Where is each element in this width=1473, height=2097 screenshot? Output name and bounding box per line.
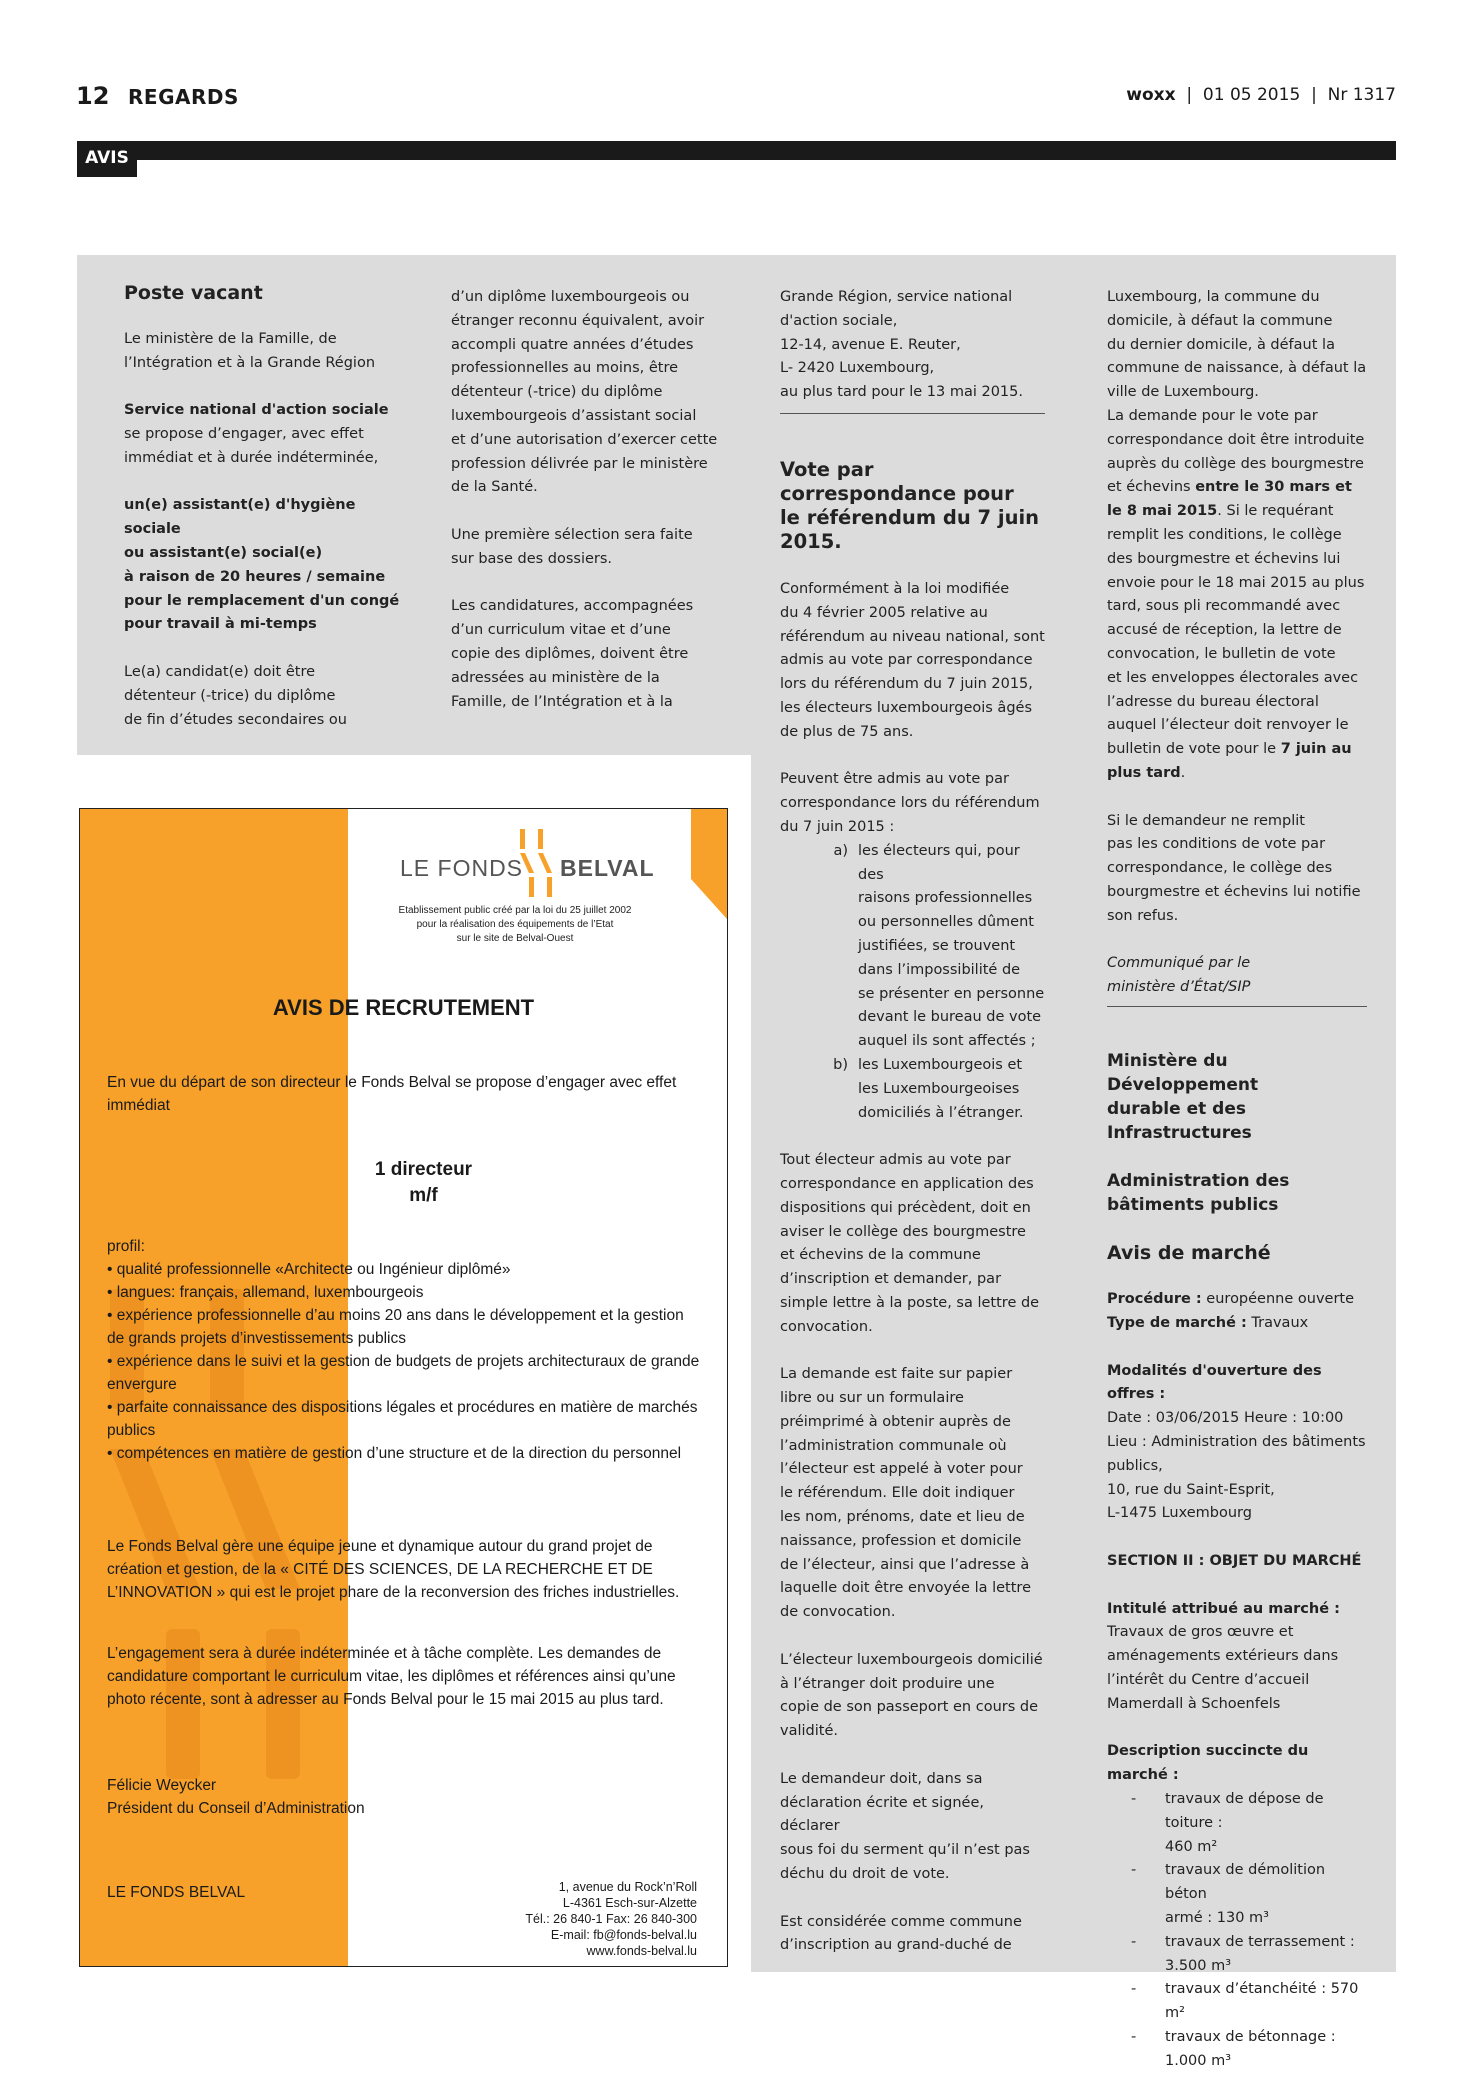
paragraph: Intitulé attribué au marché : Travaux de gros œuvre et aménagements extérieurs dans l’intérêt du Centre d’accueil Mamerdall à Schoenfels [1107,1600,1340,1712]
publication-name: woxx [1126,85,1176,105]
paragraph: Modalités d'ouverture des offres : Date : 03/06/2015 Heure : 10:00 Lieu : Administration des bâtiments publics, 10, rue du Saint-Esprit, L-1475 Luxembourg [1107,1362,1366,1522]
column-1 [124,282,414,756]
section-heading: SECTION II : OBJET DU MARCHÉ [1107,1553,1362,1570]
paragraph: Procédure : européenne ouverte Type de marché : Travaux [1107,1291,1355,1332]
paragraph: Grande Région, service national d'action sociale, 12-14, avenue E. Reuter, L- 2420 Luxembourg, au plus tard pour le 13 mai 2015. [780,289,1023,401]
divider [1107,1006,1367,1007]
profile-list: profil: • qualité professionnelle «Architecte ou Ingénieur diplômé» • langues: français, allemand, luxembourgeois • expérience professionnelle d’au moins 20 ans dans le développement et la gestion de grands projets d’investissements publics • expérience dans le suivi et la gestion de budgets de projets architecturaux de grande envergure • parfaite connaissance des dispositions légales et procédures en matière de marchés publics • compétences en matière de gestion d’une structure et de la direction du personnel [107,1238,700,1462]
communique-credit: Communiqué par le ministère d’État/SIP [1107,955,1251,996]
paragraph: Description succincte du marché : [1107,1743,1309,1784]
paragraph: Conformément à la loi modifiée du 4 février 2005 relative au référendum au niveau national, sont admis au vote par correspondance lors du référendum du 7 juin 2015, les électeurs luxembourgeois âgés de plus de 75 ans. [780,580,1045,740]
section-tag: AVIS [77,141,137,177]
column-4 [1107,286,1367,2097]
section-title: REGARDS [128,85,239,109]
issue-number: Nr 1317 [1327,85,1396,105]
list-item: a) les électeurs qui, pour des raisons professionnelles ou personnelles dûment justifiées, se trouvent dans l’impossibilité de se présenter en personne devant le bureau de vote auquel ils sont affectés ; [833,842,1045,1050]
position-title: 1 directeur m/f [374,1159,473,1206]
list [780,840,1045,1126]
paragraph: La demande est faite sur papier libre ou sur un formulaire préimprimé à obtenir auprès de l’administration communale où l’électeur est appelé à voter pour le référendum. Elle doit indiquer les nom, prénoms, date et lieu de naissance, profession et domicile de l’électeur, ainsi que l’adresse à laquelle doit être envoyée la lettre de convocation. [780,1366,1031,1621]
logo-text-left: LE FONDS [400,855,524,881]
list-item: b) les Luxembourgeois et les Luxembourgeoises domiciliés à l’étranger. [833,1056,1024,1121]
engagement-paragraph: L’engagement sera à durée indéterminée et à tâche complète. Les demandes de candidature comportant le curriculum vitae, les diplômes et références ainsi qu’une photo récente, sont à adresser au Fonds Belval pour le 15 mai 2015 au plus tard. [107,1645,676,1708]
team-paragraph: Le Fonds Belval gère une équipe jeune et dynamique autour du grand projet de création et gestion, de la « CITÉ DES SCIENCES, DE LA RECHERCHE ET DE L’INNOVATION » qui est le projet phare de la reconversion des friches industrielles. [107,1538,680,1601]
paragraph: Tout électeur admis au vote par correspondance en application des dispositions qui précèdent, doit en aviser le collège des bourgmestre et échevins de la commune d’inscription et demander, par simple lettre à la poste, sa lettre de convocation. [780,1152,1040,1335]
heading-vote-correspondance: Vote par correspondance pour le référendum du 7 juin 2015. [780,457,1040,553]
paragraph: Peuvent être admis au vote par correspondance lors du référendum du 7 juin 2015 : [780,771,1040,835]
ad-intro: En vue du départ de son directeur le Fonds Belval se propose d’engager avec effet immédiat [107,1074,677,1114]
address-block: 1, avenue du Rock’n’Roll L-4361 Esch-sur-Alzette Tél.: 26 840-1 Fax: 26 840-300 E-mail: fb@fonds-belval.lu www.fonds-belval.lu [525,1880,697,1958]
column-3 [780,286,1045,1982]
fonds-belval-advertisement [79,808,728,1967]
paragraph: Le(a) candidat(e) doit être détenteur (-trice) du diplôme de fin d’études secondaires ou [124,663,347,728]
establishment-note: Etablissement public créé par la loi du 25 juillet 2002 pour la réalisation des équipements de l’Etat sur le site de Belval-Ouest [398,905,632,944]
fonds-belval-logo [400,829,670,899]
list-item: - travaux d’étanchéité : 570 m² [1131,1981,1359,2022]
issue-info: woxx | 01 05 2015 | Nr 1317 [1126,85,1396,105]
paragraph: Luxembourg, la commune du domicile, à défaut la commune du dernier domicile, à défaut la commune de naissance, à défaut la ville de Luxembourg. La demande pour le vote par correspondance doit être introduite auprès du collège des bourgmestre et échevins entre le 30 mars et le 8 mai 2015. Si le requérant remplit les conditions, le collège des bourgmestre et échevins lui envoie pour le 18 mai 2015 au plus tard, sous pli recommandé avec accusé de réception, la lettre de convocation, le bulletin de vote et les enveloppes électorales avec l’adresse du bureau électoral auquel l’électeur doit renvoyer le bulletin de vote pour le 7 juin au plus tard. [1107,289,1367,781]
paragraph: Les candidatures, accompagnées d’un curriculum vitae et d’une copie des diplômes, doivent être adressées au ministère de la Famille, de l’Intégration et à la [451,598,694,710]
corner-accent [691,809,727,919]
heading-ministry: Ministère du Développement durable et des Infrastructures [1107,1050,1259,1143]
heading-avis-de-marche: Avis de marché [1107,1241,1271,1264]
list [1107,1788,1367,2074]
paragraph: Une première sélection sera faite sur base des dossiers. [451,526,693,567]
paragraph: Est considérée comme commune d’inscription au grand-duché de [780,1913,1022,1954]
list-item: - travaux de dépose de toiture : 460 m² [1131,1791,1324,1855]
page-number: 12 [76,82,110,110]
list-item: - travaux de démolition béton armé : 130 m³ [1131,1862,1326,1927]
divider [780,413,1045,414]
paragraph: Si le demandeur ne remplit pas les conditions de vote par correspondance, le collège des bourgmestre et échevins lui notifie son refus. [1107,812,1361,924]
issue-date: 01 05 2015 [1202,85,1301,105]
paragraph-bold: un(e) assistant(e) d'hygiène sociale ou assistant(e) social(e) à raison de 20 heures / semaine pour le remplacement d'un congé pour travail à mi-temps [124,497,400,633]
paragraph: Le ministère de la Famille, de l’Intégration et à la Grande Région [124,330,376,371]
list-item: - travaux de bétonnage : 1.000 m³ [1131,2029,1336,2069]
column-2 [451,286,741,738]
paragraph: Le demandeur doit, dans sa déclaration écrite et signée, déclarer sous foi du serment qu’il n’est pas déchu du droit de vote. [780,1770,1030,1883]
header-rule [77,141,1396,160]
ad-title: AVIS DE RECRUTEMENT [272,995,535,1020]
logo-text-right: BELVAL [560,855,655,881]
heading-poste-vacant: Poste vacant [124,282,263,304]
heading-administration: Administration des bâtiments publics [1107,1170,1290,1215]
list-item: - travaux de terrassement : 3.500 m³ [1131,1933,1355,1974]
logo-mark-icon [518,829,554,899]
paragraph: Service national d'action sociale se propose d’engager, avec effet immédiat et à durée indéterminée, [124,402,389,466]
footer-name: LE FONDS BELVAL [107,1884,246,1901]
paragraph: d’un diplôme luxembourgeois ou étranger reconnu équivalent, avoir accompli quatre années d’études professionnelles au moins, être détenteur (-trice) du diplôme luxembourgeois d’assistant social et d’une autorisation d’exercer cette profession délivrée par le ministère de la Santé. [451,289,718,496]
signature-block: Félicie Weycker Président du Conseil d’Administration [107,1777,365,1817]
paragraph: L’électeur luxembourgeois domicilié à l’étranger doit produire une copie de son passeport en cours de validité. [780,1651,1043,1740]
